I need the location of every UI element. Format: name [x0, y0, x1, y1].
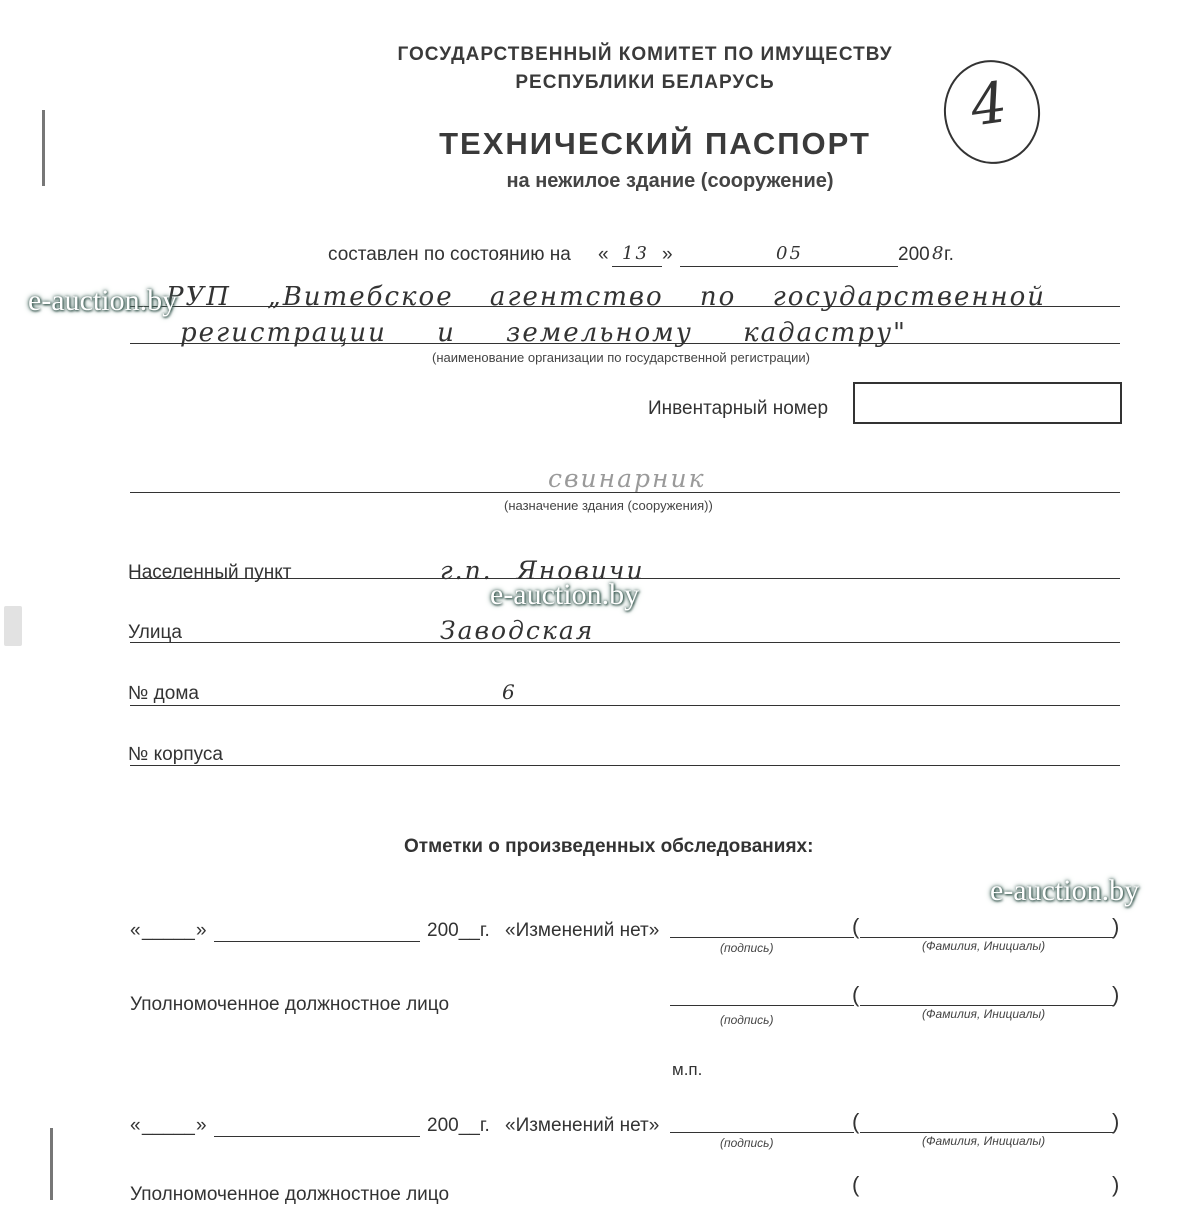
date-year-suffix: г.	[944, 244, 954, 265]
survey2-signature-caption: (подпись)	[720, 1136, 774, 1150]
scan-mark-bottom	[50, 1128, 53, 1200]
inventory-number-box[interactable]	[853, 382, 1122, 424]
survey1-signature-caption: (подпись)	[720, 941, 774, 955]
survey1-paren-open: (	[852, 914, 860, 939]
survey1-date-open: «	[130, 920, 141, 941]
survey1-official-label: Уполномоченное должностное лицо	[130, 994, 450, 1015]
survey2-date-close: »	[196, 1115, 207, 1136]
survey2-no-changes: «Изменений нет»	[505, 1115, 660, 1136]
survey2-name-caption: (Фамилия, Инициалы)	[922, 1134, 1046, 1148]
watermark-2: e-auction.by	[490, 578, 640, 611]
date-year-prefix: 200	[898, 244, 930, 265]
date-month: 05	[776, 243, 803, 264]
inventory-label: Инвентарный номер	[648, 398, 829, 419]
survey1-official-name-caption: (Фамилия, Инициалы)	[922, 1007, 1046, 1021]
survey2-paren-open: (	[852, 1109, 860, 1134]
locality-label: Населенный пункт	[128, 562, 292, 583]
survey1-name-caption: (Фамилия, Инициалы)	[922, 939, 1046, 953]
handwritten-mark-digit: 4	[966, 70, 1011, 140]
date-close-quote: »	[662, 244, 673, 265]
building-number-label: № корпуса	[128, 744, 223, 765]
survey1-official-signature-caption: (подпись)	[720, 1013, 774, 1027]
survey1-no-changes: «Изменений нет»	[505, 920, 660, 941]
survey1-official-paren-open: (	[852, 982, 860, 1007]
survey2-year: 200__г.	[427, 1115, 490, 1136]
scan-mark-top	[42, 110, 45, 186]
survey1-year: 200__г.	[427, 920, 490, 941]
survey1-date-blank: _____	[142, 920, 195, 941]
organization-line-2: регистрации и земельному кадастру"	[180, 318, 907, 348]
surveys-title: Отметки о произведенных обследованиях:	[404, 836, 814, 857]
street-label: Улица	[128, 622, 182, 643]
survey1-official-paren-close: )	[1112, 982, 1120, 1007]
watermark-1: e-auction.by	[28, 284, 178, 317]
house-number-value: 6	[502, 680, 517, 704]
scan-smudge	[4, 606, 22, 646]
document-subtitle: на нежилое здание (сооружение)	[506, 170, 834, 192]
committee-line-1: ГОСУДАРСТВЕННЫЙ КОМИТЕТ ПО ИМУЩЕСТВУ	[397, 44, 893, 65]
survey2-official-paren-open: (	[852, 1172, 860, 1197]
document-title: ТЕХНИЧЕСКИЙ ПАСПОРТ	[439, 126, 871, 161]
date-open-quote: «	[598, 244, 609, 265]
survey1-paren-close: )	[1112, 914, 1120, 939]
survey2-official-label: Уполномоченное должностное лицо	[130, 1184, 450, 1205]
survey2-official-paren-close: )	[1112, 1172, 1120, 1197]
purpose-caption: (назначение здания (сооружения))	[504, 498, 713, 513]
survey1-date-close: »	[196, 920, 207, 941]
organization-line-1: РУП „Витебское агентство по государственной	[166, 282, 1047, 312]
purpose-value: свинарник	[548, 464, 706, 493]
survey2-date-blank: _____	[142, 1115, 195, 1136]
survey2-paren-close: )	[1112, 1109, 1120, 1134]
survey2-date-open: «	[130, 1115, 141, 1136]
date-year-digit: 8	[932, 243, 946, 264]
house-number-label: № дома	[128, 683, 199, 704]
committee-line-2: РЕСПУБЛИКИ БЕЛАРУСЬ	[515, 72, 775, 93]
organization-caption: (наименование организации по государственной регистрации)	[432, 350, 810, 365]
stamp-label: м.п.	[672, 1060, 703, 1079]
date-line-label: составлен по состоянию на	[328, 244, 571, 265]
street-value: Заводская	[440, 616, 595, 645]
date-day: 13	[622, 243, 649, 264]
watermark-3: e-auction.by	[990, 874, 1140, 907]
locality-value: г.п. Яновичи	[440, 556, 645, 585]
